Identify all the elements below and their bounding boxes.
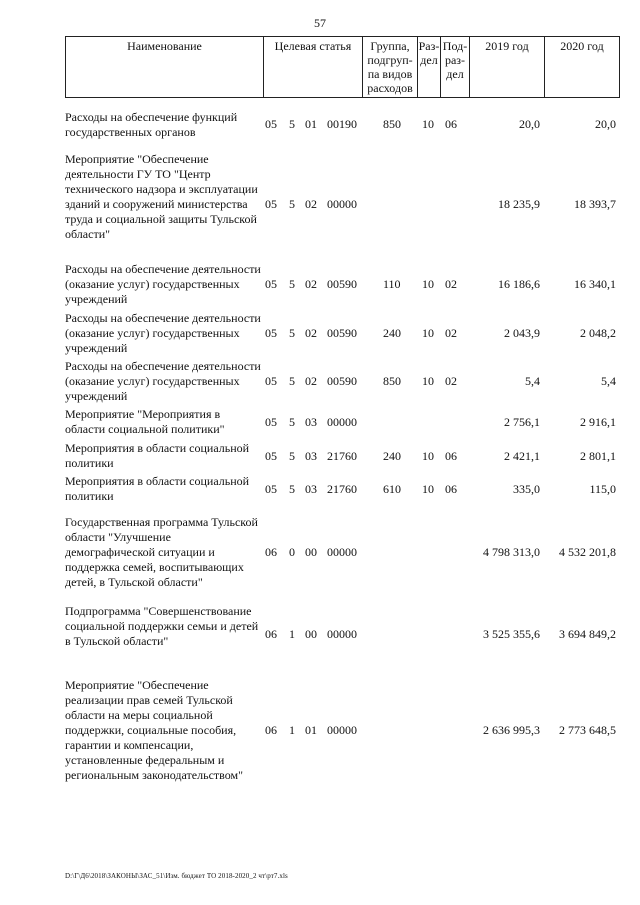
podrazdel-code: 06 — [445, 117, 457, 131]
row-name: Государственная программа Тульской области "Улучшение демографической ситуации и поддержка семей, воспитывающих детей, в Тульской области" — [65, 515, 258, 589]
group-code: 240 — [383, 449, 401, 463]
value-2019: 2 043,9 — [504, 326, 540, 340]
value-2020: 2 916,1 — [580, 415, 616, 429]
target-code-2: 5 — [289, 117, 295, 131]
razdel-code: 10 — [422, 374, 434, 388]
group-code: 850 — [383, 117, 401, 131]
podrazdel-code: 02 — [445, 277, 457, 291]
header-2019: 2019 год — [469, 36, 545, 98]
value-2019: 2 756,1 — [504, 415, 540, 429]
value-2019: 18 235,9 — [498, 197, 540, 211]
value-2019: 2 636 995,3 — [483, 723, 540, 737]
target-code-1: 05 — [265, 326, 277, 340]
target-code-1: 05 — [265, 482, 277, 496]
podrazdel-code: 02 — [445, 326, 457, 340]
razdel-code: 10 — [422, 277, 434, 291]
target-code-4: 00590 — [327, 326, 357, 340]
target-code-3: 03 — [305, 449, 317, 463]
target-code-1: 05 — [265, 415, 277, 429]
target-code-4: 00190 — [327, 117, 357, 131]
target-code-2: 1 — [289, 627, 295, 641]
target-code-4: 21760 — [327, 449, 357, 463]
page-number: 57 — [314, 16, 326, 30]
target-code-3: 03 — [305, 482, 317, 496]
target-code-2: 5 — [289, 415, 295, 429]
value-2019: 335,0 — [513, 482, 540, 496]
target-code-2: 1 — [289, 723, 295, 737]
target-code-3: 02 — [305, 277, 317, 291]
target-code-3: 02 — [305, 326, 317, 340]
value-2020: 115,0 — [589, 482, 616, 496]
target-code-3: 02 — [305, 197, 317, 211]
target-code-1: 05 — [265, 117, 277, 131]
header-razdel: Раз-дел — [417, 36, 441, 98]
header-2020: 2020 год — [544, 36, 620, 98]
target-code-4: 00590 — [327, 374, 357, 388]
target-code-4: 00000 — [327, 197, 357, 211]
group-code: 240 — [383, 326, 401, 340]
podrazdel-code: 06 — [445, 449, 457, 463]
row-name: Мероприятие "Обеспечение деятельности ГУ ТО "Центр технического надзора и эксплуатации зданий и сооружений министерства труда и социальной защиты Тульской области" — [65, 152, 258, 241]
target-code-1: 05 — [265, 374, 277, 388]
target-code-2: 5 — [289, 482, 295, 496]
podrazdel-code: 06 — [445, 482, 457, 496]
row-name: Расходы на обеспечение деятельности (оказание услуг) государственных учреждений — [65, 262, 261, 306]
value-2020: 16 340,1 — [574, 277, 616, 291]
target-code-1: 05 — [265, 449, 277, 463]
value-2020: 3 694 849,2 — [559, 627, 616, 641]
row-name: Мероприятия в области социальной политики — [65, 474, 250, 503]
target-code-2: 5 — [289, 277, 295, 291]
target-code-4: 00590 — [327, 277, 357, 291]
podrazdel-code: 02 — [445, 374, 457, 388]
target-code-4: 00000 — [327, 545, 357, 559]
value-2020: 20,0 — [595, 117, 616, 131]
row-name: Подпрограмма "Совершенствование социальной поддержки семьи и детей в Тульской области" — [65, 604, 259, 648]
value-2020: 2 048,2 — [580, 326, 616, 340]
row-name: Мероприятие "Обеспечение реализации прав семей Тульской области на меры социальной поддержки, социальные пособия, гарантии и компенсации, установленные федеральным и региональным законодательством" — [65, 678, 243, 782]
target-code-3: 00 — [305, 627, 317, 641]
target-code-3: 02 — [305, 374, 317, 388]
target-code-2: 5 — [289, 326, 295, 340]
target-code-4: 00000 — [327, 415, 357, 429]
target-code-1: 05 — [265, 197, 277, 211]
row-name: Мероприятие "Мероприятия в области социальной политики" — [65, 407, 225, 436]
value-2020: 5,4 — [601, 374, 616, 388]
value-2019: 3 525 355,6 — [483, 627, 540, 641]
target-code-4: 00000 — [327, 723, 357, 737]
razdel-code: 10 — [422, 326, 434, 340]
razdel-code: 10 — [422, 117, 434, 131]
value-2019: 4 798 313,0 — [483, 545, 540, 559]
target-code-3: 00 — [305, 545, 317, 559]
value-2020: 18 393,7 — [574, 197, 616, 211]
row-name: Мероприятия в области социальной политики — [65, 441, 250, 470]
row-name: Расходы на обеспечение функций государственных органов — [65, 110, 238, 139]
value-2020: 4 532 201,8 — [559, 545, 616, 559]
value-2020: 2 773 648,5 — [559, 723, 616, 737]
target-code-2: 5 — [289, 449, 295, 463]
target-code-1: 06 — [265, 627, 277, 641]
target-code-3: 01 — [305, 723, 317, 737]
target-code-2: 0 — [289, 545, 295, 559]
target-code-1: 05 — [265, 277, 277, 291]
target-code-4: 21760 — [327, 482, 357, 496]
target-code-1: 06 — [265, 545, 277, 559]
row-name: Расходы на обеспечение деятельности (оказание услуг) государственных учреждений — [65, 311, 261, 355]
value-2019: 16 186,6 — [498, 277, 540, 291]
value-2019: 5,4 — [525, 374, 540, 388]
group-code: 110 — [383, 277, 401, 291]
target-code-3: 03 — [305, 415, 317, 429]
header-target: Целевая статья — [263, 36, 363, 98]
razdel-code: 10 — [422, 482, 434, 496]
target-code-4: 00000 — [327, 627, 357, 641]
header-name: Наименование — [65, 36, 264, 98]
target-code-2: 5 — [289, 374, 295, 388]
group-code: 610 — [383, 482, 401, 496]
value-2019: 2 421,1 — [504, 449, 540, 463]
target-code-1: 06 — [265, 723, 277, 737]
group-code: 850 — [383, 374, 401, 388]
row-name: Расходы на обеспечение деятельности (оказание услуг) государственных учреждений — [65, 359, 261, 403]
value-2020: 2 801,1 — [580, 449, 616, 463]
file-path-footer: D:\Г\Д6\2018\ЗАКОНЫ\ЗАС_51\Изм. бюджет ТО 2018-2020_2 чт\рт7.xls — [65, 872, 288, 880]
target-code-3: 01 — [305, 117, 317, 131]
value-2019: 20,0 — [519, 117, 540, 131]
header-podrazdel: Под-раз-дел — [440, 36, 470, 98]
razdel-code: 10 — [422, 449, 434, 463]
target-code-2: 5 — [289, 197, 295, 211]
header-group: Группа, подгруп-па видов расходов — [362, 36, 418, 98]
